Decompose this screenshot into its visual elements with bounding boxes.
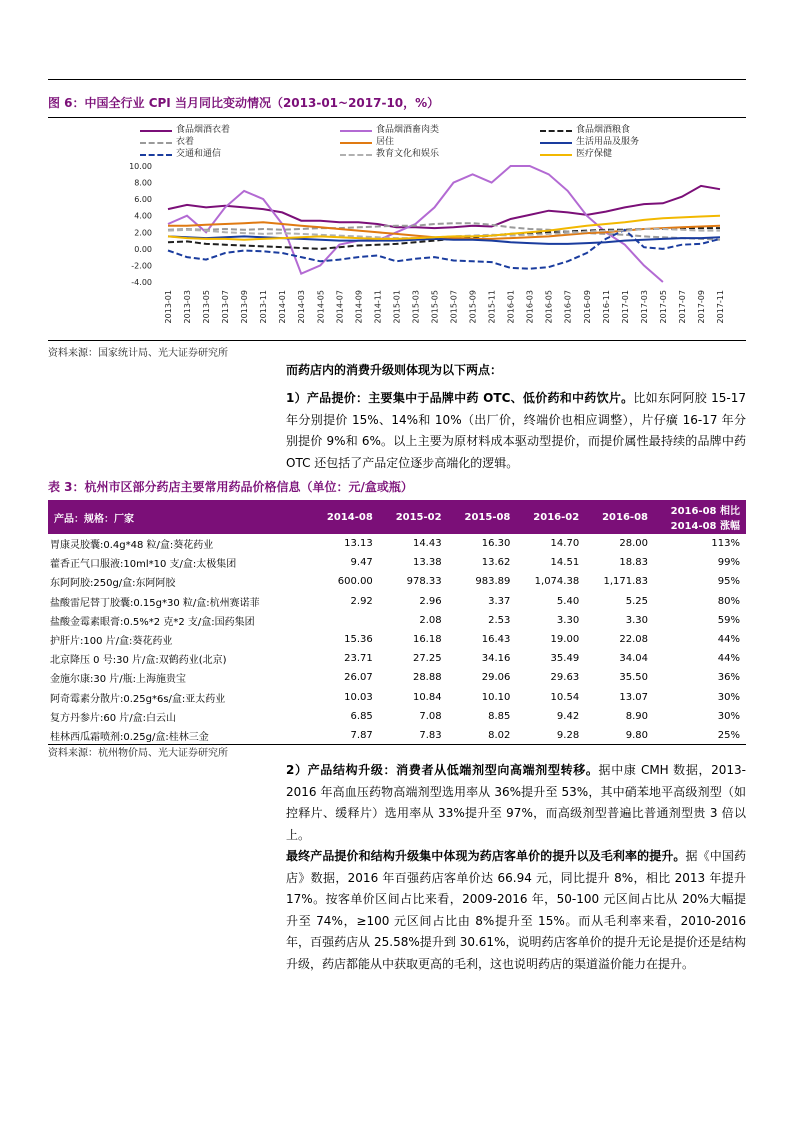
table-cell-value: 15.36	[344, 634, 373, 646]
table-cell-value: 3.30	[625, 614, 648, 626]
table-cell-value: 34.04	[619, 653, 648, 665]
x-tick-label: 2014-01	[278, 290, 288, 324]
x-tick-label: 2013-05	[202, 290, 212, 324]
header-rule	[48, 79, 746, 80]
table-cell-value: 28.00	[619, 538, 648, 550]
legend-swatch	[340, 130, 372, 132]
table-cell-value: 3.30	[556, 614, 580, 626]
table-cell-value: 7.83	[419, 729, 442, 741]
paragraph-structure-upgrade	[286, 760, 746, 846]
table-cell-product: 桂林西瓜霜喷剂:0.25g/盒:桂林三金	[50, 731, 209, 743]
table-cell-value: 8.85	[488, 710, 511, 722]
table-cell-product: 盐酸雷尼替丁胶囊:0.15g*30 粒/盒:杭州赛诺菲	[50, 597, 260, 609]
table-cell-product: 东阿阿胶:250g/盒:东阿阿胶	[50, 578, 176, 590]
table-cell-product: 复方丹参片:60 片/盒:白云山	[50, 712, 177, 724]
table-header: 2015-02	[379, 500, 448, 534]
legend-label: 居住	[376, 137, 395, 147]
table-cell-product: 藿香正气口服液:10ml*10 支/盒:太极集团	[50, 559, 237, 571]
table-header: 2014-08	[310, 500, 379, 534]
table-cell-value: 30%	[717, 691, 740, 703]
legend-swatch	[140, 142, 172, 144]
x-tick-label: 2013-03	[183, 290, 193, 324]
table-cell-value: 80%	[717, 595, 740, 607]
table-cell-value: 26.07	[344, 672, 373, 684]
table-cell-value: 10.03	[344, 691, 373, 703]
table-cell-value: 29.63	[550, 672, 580, 684]
x-tick-label: 2013-01	[164, 290, 173, 324]
table-cell-value: 1,074.38	[534, 576, 580, 588]
table-header: 2015-08	[448, 500, 517, 534]
table-cell-value: 23.71	[344, 653, 373, 665]
chart-legend	[140, 124, 740, 160]
figure-source: 资料来源：国家统计局、光大证券研究所	[48, 348, 228, 359]
table-cell-value: 44%	[717, 634, 740, 646]
table-cell-value: 27.25	[412, 653, 442, 665]
y-tick-label: 2.00	[134, 228, 152, 238]
table-cell-value: 13.13	[344, 538, 373, 550]
x-tick-label: 2017-11	[716, 290, 725, 324]
legend-swatch	[540, 130, 572, 132]
cpi-line-chart	[48, 158, 746, 338]
legend-label: 食品烟酒粮食	[576, 125, 631, 135]
table-row	[48, 592, 746, 611]
table-cell-value: 10.10	[481, 691, 511, 703]
table-cell-value: 28.88	[412, 672, 442, 684]
table-cell-value: 59%	[717, 614, 740, 626]
legend-swatch	[140, 130, 172, 132]
x-tick-label: 2015-09	[468, 290, 478, 324]
table-cell-value: 29.06	[481, 672, 511, 684]
table-cell-value: 30%	[717, 710, 740, 722]
x-tick-label: 2017-03	[639, 290, 649, 324]
x-tick-label: 2014-07	[335, 290, 345, 324]
table-source: 资料来源：杭州物价局、光大证券研究所	[48, 748, 228, 759]
x-tick-label: 2015-03	[411, 290, 421, 324]
paragraph-body: 据《中国药店》数据，2016 年百强药店客单价达 66.94 元，同比提升 8%，相比 2013 年提升 17%。按客单价区间占比来看，2009-2016 年，50-100 元区间占比从 20%大幅提升至 74%，≥100 元区间占比由 8%提升至 15%。而从毛利率来看，2010-2016 年，百强药店从 25.58%提升到 30.61%，说明药店客单价的提升无论是提价还是结构升级，药店都能从中获取更高的毛利，这也说明药店的渠道溢价能力在提升。	[286, 849, 746, 971]
legend-label: 食品烟酒畜肉类	[376, 125, 440, 135]
x-tick-label: 2015-01	[392, 290, 402, 324]
series-line	[168, 186, 720, 228]
legend-swatch	[540, 154, 572, 156]
table-cell-value: 13.38	[412, 557, 442, 569]
x-tick-label: 2016-05	[544, 290, 554, 324]
table-cell-product: 阿奇霉素分散片:0.25g*6s/盒:亚太药业	[50, 693, 226, 705]
table-row	[48, 572, 746, 591]
table-row	[48, 553, 746, 572]
legend-label: 衣着	[176, 137, 195, 147]
table-cell-value: 2.53	[488, 614, 511, 626]
table-cell-value: 16.43	[481, 634, 511, 646]
table-cell-value: 14.43	[412, 538, 442, 550]
legend-swatch	[340, 154, 372, 156]
table-row	[48, 707, 746, 726]
table-cell-value: 9.42	[556, 710, 580, 722]
paragraph-lead: 2）产品结构升级：消费者从低端剂型向高端剂型转移。	[286, 763, 599, 777]
legend-swatch	[140, 154, 172, 156]
legend-label: 医疗保健	[576, 149, 613, 159]
y-tick-label: -4.00	[131, 278, 152, 287]
paragraph-body: 比如东阿阿胶 15-17 年分别提价 15%、14%和 10%（出厂价，终端价也相应调整），片仔癀 16-17 年分别提价 9%和 6%。以上主要为原材料成本驱动型提价，而提价属性最持续的品牌中药OTC 还包括了产品定位逐步高端化的逻辑。	[286, 391, 746, 470]
table-body	[48, 534, 746, 745]
legend-label: 生活用品及服务	[576, 137, 640, 147]
x-tick-label: 2017-09	[696, 290, 706, 324]
paragraph-lead: 最终产品提价和结构升级集中体现为药店客单价的提升以及毛利率的提升。	[286, 849, 686, 863]
y-tick-label: 8.00	[134, 178, 152, 188]
table-cell-value: 5.25	[625, 595, 648, 607]
table-cell-value: 5.40	[556, 595, 580, 607]
table-cell-value: 19.00	[550, 634, 580, 646]
table-cell-value: 7.87	[350, 729, 373, 741]
table-cell-product: 护肝片:100 片/盒:葵花药业	[50, 636, 173, 648]
paragraph-price-increase	[286, 388, 746, 474]
table-cell-value: 9.80	[625, 729, 648, 741]
table-header-row	[48, 500, 746, 534]
table-cell-value: 8.90	[625, 710, 648, 722]
y-tick-label: 4.00	[134, 211, 152, 221]
table-cell-value: 113%	[711, 538, 740, 550]
x-tick-label: 2013-11	[259, 290, 269, 324]
table-header: 2016-08	[585, 500, 654, 534]
table-row	[48, 688, 746, 707]
x-tick-label: 2015-07	[449, 290, 459, 324]
table-cell-value: 35.49	[550, 653, 580, 665]
table-title: 表 3：杭州市区部分药店主要常用药品价格信息（单位：元/盒或瓶）	[48, 480, 413, 494]
table-cell-value: 25%	[717, 729, 740, 741]
table-cell-value: 978.33	[406, 576, 442, 588]
table-cell-value: 99%	[717, 557, 740, 569]
price-table	[48, 500, 746, 745]
table-cell-value: 7.08	[419, 710, 442, 722]
table-cell-value: 3.37	[488, 595, 511, 607]
table-cell-value: 14.70	[550, 538, 580, 550]
x-tick-label: 2014-03	[297, 290, 307, 324]
table-cell-value: 9.28	[556, 729, 580, 741]
source-rule	[48, 340, 746, 341]
x-tick-label: 2016-11	[601, 290, 611, 324]
table-row	[48, 534, 746, 553]
legend-label: 交通和通信	[176, 149, 222, 159]
paragraph-body: 据中康 CMH 数据，2013-2016 年高血压药物高端剂型选用率从 36%提升至 53%，其中硝苯地平高级剂型（如控释片、缓释片）选用率从 33%提升至 97%，而高级剂型普遍比普通剂型贵 3 倍以上。	[286, 763, 746, 842]
legend-swatch	[540, 142, 572, 144]
table-cell-value: 600.00	[337, 576, 373, 588]
table-cell-product: 金施尔康:30 片/瓶:上海施贵宝	[50, 674, 187, 686]
table-cell-value: 10.84	[412, 691, 442, 703]
x-tick-label: 2016-07	[563, 290, 573, 324]
table-cell-value: 14.51	[550, 557, 580, 569]
table-cell-value: 35.50	[619, 672, 648, 684]
x-tick-label: 2017-07	[677, 290, 687, 324]
table-cell-value: 2.08	[419, 614, 442, 626]
y-tick-label: 10.00	[129, 162, 152, 171]
x-tick-label: 2014-11	[373, 290, 383, 324]
table-cell-value: 34.16	[481, 653, 511, 665]
x-tick-label: 2015-11	[487, 290, 497, 324]
table-cell-value: 1,171.83	[603, 576, 648, 588]
x-tick-label: 2015-05	[430, 290, 440, 324]
table-cell-value: 95%	[717, 576, 740, 588]
x-tick-label: 2014-05	[316, 290, 326, 324]
table-cell-value: 13.62	[481, 557, 511, 569]
table-row	[48, 649, 746, 668]
x-tick-label: 2016-03	[525, 289, 535, 324]
table-cell-value: 18.83	[619, 557, 648, 569]
table-row	[48, 668, 746, 687]
table-header: 2016-08 相比 2014-08 涨幅	[654, 500, 746, 534]
x-tick-label: 2017-01	[620, 290, 630, 324]
table-cell-value: 44%	[717, 653, 740, 665]
table-cell-value: 2.92	[350, 595, 373, 607]
table-row	[48, 726, 746, 745]
legend-label: 教育文化和娱乐	[376, 149, 440, 159]
table-header: 2016-02	[516, 500, 585, 534]
table-cell-value: 16.30	[481, 538, 511, 550]
table-cell-value: 2.96	[419, 595, 442, 607]
table-cell-value: 16.18	[412, 634, 442, 646]
table-cell-value: 36%	[717, 672, 740, 684]
table-cell-value: 6.85	[350, 710, 373, 722]
table-cell-product: 北京降压 0 号:30 片/盒:双鹤药业(北京)	[50, 655, 227, 667]
table-cell-value: 983.89	[475, 576, 511, 588]
chart-svg	[48, 158, 746, 338]
table-cell-product: 盐酸金霉素眼膏:0.5%*2 克*2 支/盒:国药集团	[50, 616, 255, 628]
y-tick-label: -2.00	[131, 261, 152, 271]
y-tick-label: 6.00	[134, 195, 152, 205]
intro-text: 而药店内的消费升级则体现为以下两点：	[286, 363, 503, 377]
table-cell-value: 9.47	[350, 557, 373, 569]
x-tick-label: 2013-09	[240, 290, 250, 324]
table-cell-value: 13.07	[619, 691, 648, 703]
x-tick-label: 2016-01	[506, 290, 516, 324]
y-tick-label: 0.00	[134, 244, 152, 254]
table-row	[48, 630, 746, 649]
x-tick-label: 2013-07	[221, 290, 231, 324]
x-tick-label: 2017-05	[658, 290, 668, 324]
table-cell-value: 8.02	[488, 729, 511, 741]
paragraph-conclusion	[286, 846, 746, 975]
table-cell-value	[310, 611, 379, 630]
x-tick-label: 2016-09	[582, 290, 592, 324]
table-cell-product: 胃康灵胶囊:0.4g*48 粒/盒:葵花药业	[50, 540, 214, 552]
table-cell-value: 10.54	[550, 691, 580, 703]
table-header: 产品：规格：厂家	[48, 500, 310, 534]
legend-swatch	[340, 142, 372, 144]
legend-label: 食品烟酒衣着	[176, 125, 231, 135]
table-cell-value: 22.08	[619, 634, 648, 646]
figure-title: 图 6：中国全行业 CPI 当月同比变动情况（2013-01~2017-10，%）	[48, 96, 440, 110]
paragraph-lead: 1）产品提价：主要集中于品牌中药 OTC、低价药和中药饮片。	[286, 391, 634, 405]
x-tick-label: 2014-09	[354, 290, 364, 324]
figure-title-rule	[48, 117, 746, 118]
table-row	[48, 611, 746, 630]
